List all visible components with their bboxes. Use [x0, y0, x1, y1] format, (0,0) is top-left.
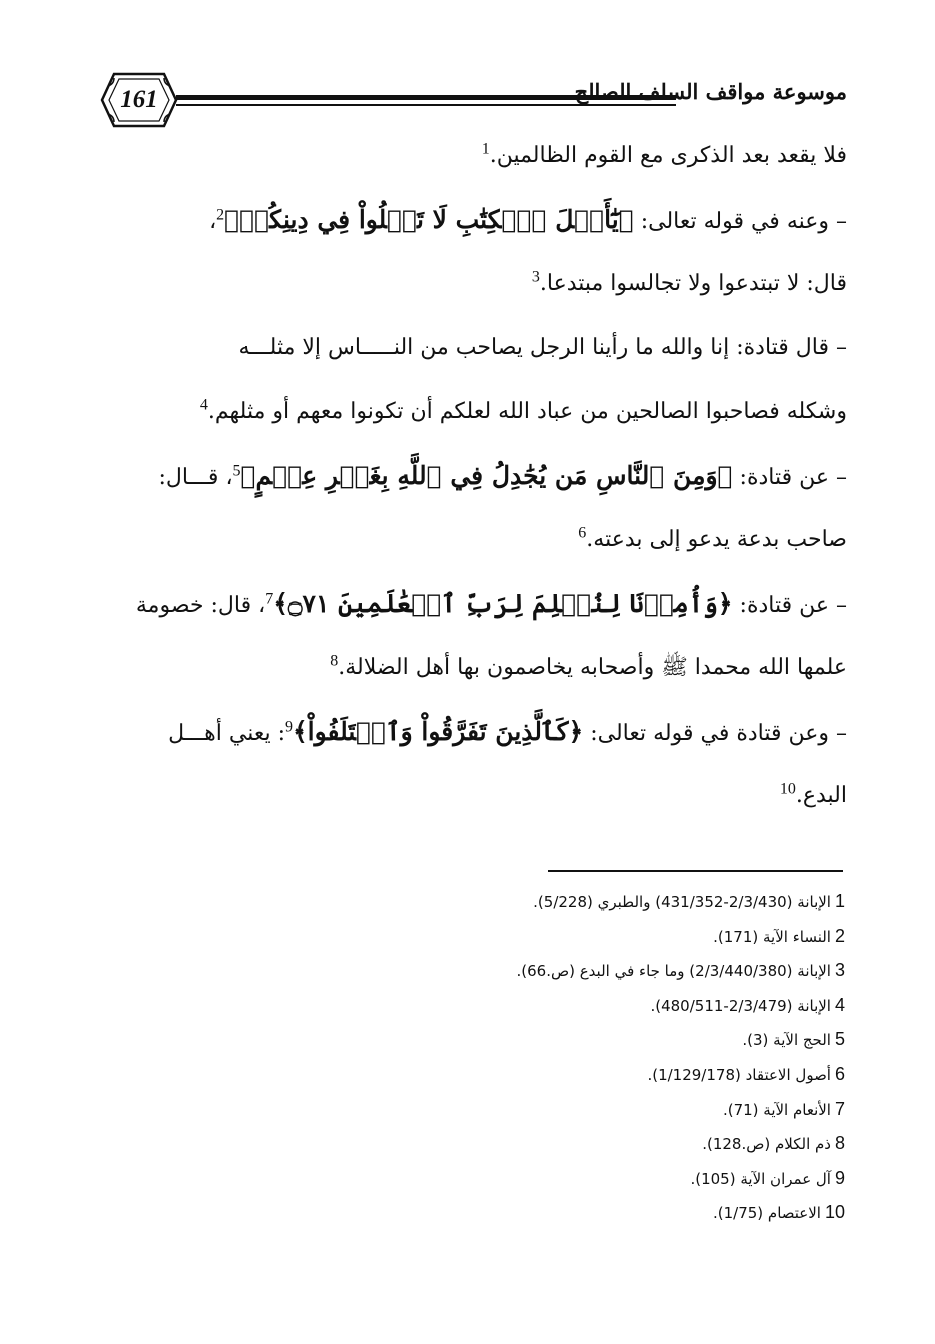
footnote-ref: 7 [265, 590, 274, 608]
quran-verse: ﴿وَمِنَ ٱلنَّاسِ مَن يُجَٰدِلُ فِي ٱللَّهِ بِغَيۡرِ عِلۡمٍ﴾ [240, 461, 733, 490]
text-line: – وعن قتادة في قوله تعالى: ﴿كَٱلَّذِينَ تَفَرَّقُواْ وَٱخۡتَلَفُواْ﴾$^9$: يعني أهـــل [168, 717, 847, 746]
text-line: قال: لا تبتدعوا ولا تجالسوا مبتدعا.$^3$ [531, 268, 847, 296]
text-line: – قال قتادة: إنا والله ما رأينا الرجل يصاحب من النـــــاس إلا مثلـــه [238, 335, 847, 360]
text-line: وشكله فصاحبوا الصالحين من عباد الله لعلكم أن تكونوا معهم أو مثلهم.$^4$ [199, 396, 847, 424]
text-line: – عن قتادة: ﴿وَمِنَ ٱلنَّاسِ مَن يُجَٰدِلُ فِي ٱللَّهِ بِغَيۡرِ عِلۡمٍ﴾$^5$، قـــال: [158, 461, 847, 490]
book-title: موسوعة مواقف السلف الصالح [574, 79, 847, 104]
page-number-badge [100, 68, 178, 132]
main-text [95, 124, 847, 828]
footnote-ref: 9 [284, 718, 293, 736]
footnote-item: 3الإبانة (2/3/440/380) وما جاء في البدع (ص.66). [516, 960, 845, 981]
footnotes [440, 884, 845, 1230]
text-line: علمها الله محمدا ﷺ وأصحابه يخاصمون بها أهل الضلالة.$^8$ [330, 652, 847, 680]
text-line: البدع.$^{10}$ [779, 780, 847, 808]
footnote-ref: 4 [199, 396, 208, 414]
footnote-ref: 5 [232, 462, 241, 480]
footnote-divider [548, 870, 843, 872]
footnote-item: 10الاعتصام (1/75). [712, 1202, 845, 1223]
quran-verse: ﴿وَأُمِرۡنَا لِنُسۡلِمَ لِرَبِّ ٱلۡعَٰلَمِينَ ۝٧١﴾ [273, 589, 733, 618]
quran-verse: ﴿كَٱلَّذِينَ تَفَرَّقُواْ وَٱخۡتَلَفُواْ﴾ [292, 717, 584, 746]
text-line: – وعنه في قوله تعالى: ﴿يَٰٓأَهۡلَ ٱلۡكِتَٰبِ لَا تَغۡلُواْ فِي دِينِكُمۡ﴾$^2$، [209, 205, 847, 234]
footnote-item: 8ذم الكلام (ص.128). [702, 1133, 845, 1154]
text-line: فلا يقعد بعد الذكرى مع القوم الظالمين.$^1$ [481, 140, 847, 168]
footnote-item: 5الحج الآية (3). [742, 1029, 845, 1050]
footnote-ref: 3 [531, 268, 540, 286]
footnote-ref: 1 [481, 140, 490, 158]
page-number: 161 [120, 86, 158, 113]
footnote-item: 6أصول الاعتقاد (1/129/178). [647, 1063, 845, 1084]
footnote-item: 4الإبانة (2/3/479-480/511). [650, 994, 845, 1015]
footnote-item: 7الأنعام الآية (71). [722, 1098, 845, 1119]
text-line: – عن قتادة: ﴿وَأُمِرۡنَا لِنُسۡلِمَ لِرَبِّ ٱلۡعَٰلَمِينَ ۝٧١﴾$^7$، قال: خصومة [135, 589, 847, 618]
footnote-ref: 2 [216, 206, 225, 224]
footnote-item: 2النساء الآية (171). [713, 925, 845, 946]
footnote-ref: 10 [779, 780, 796, 798]
footnote-item: 9آل عمران الآية (105). [690, 1167, 845, 1188]
footnote-ref: 6 [578, 524, 587, 542]
page-header [100, 68, 855, 132]
quran-verse: ﴿يَٰٓأَهۡلَ ٱلۡكِتَٰبِ لَا تَغۡلُواْ فِي دِينِكُمۡ﴾ [224, 205, 634, 234]
footnote-item: 1الإبانة (2/3/430-431/352) والطبري (5/228). [533, 891, 845, 911]
footnote-ref: 8 [330, 652, 339, 670]
text-line: صاحب بدعة يدعو إلى بدعته.$^6$ [578, 524, 847, 552]
